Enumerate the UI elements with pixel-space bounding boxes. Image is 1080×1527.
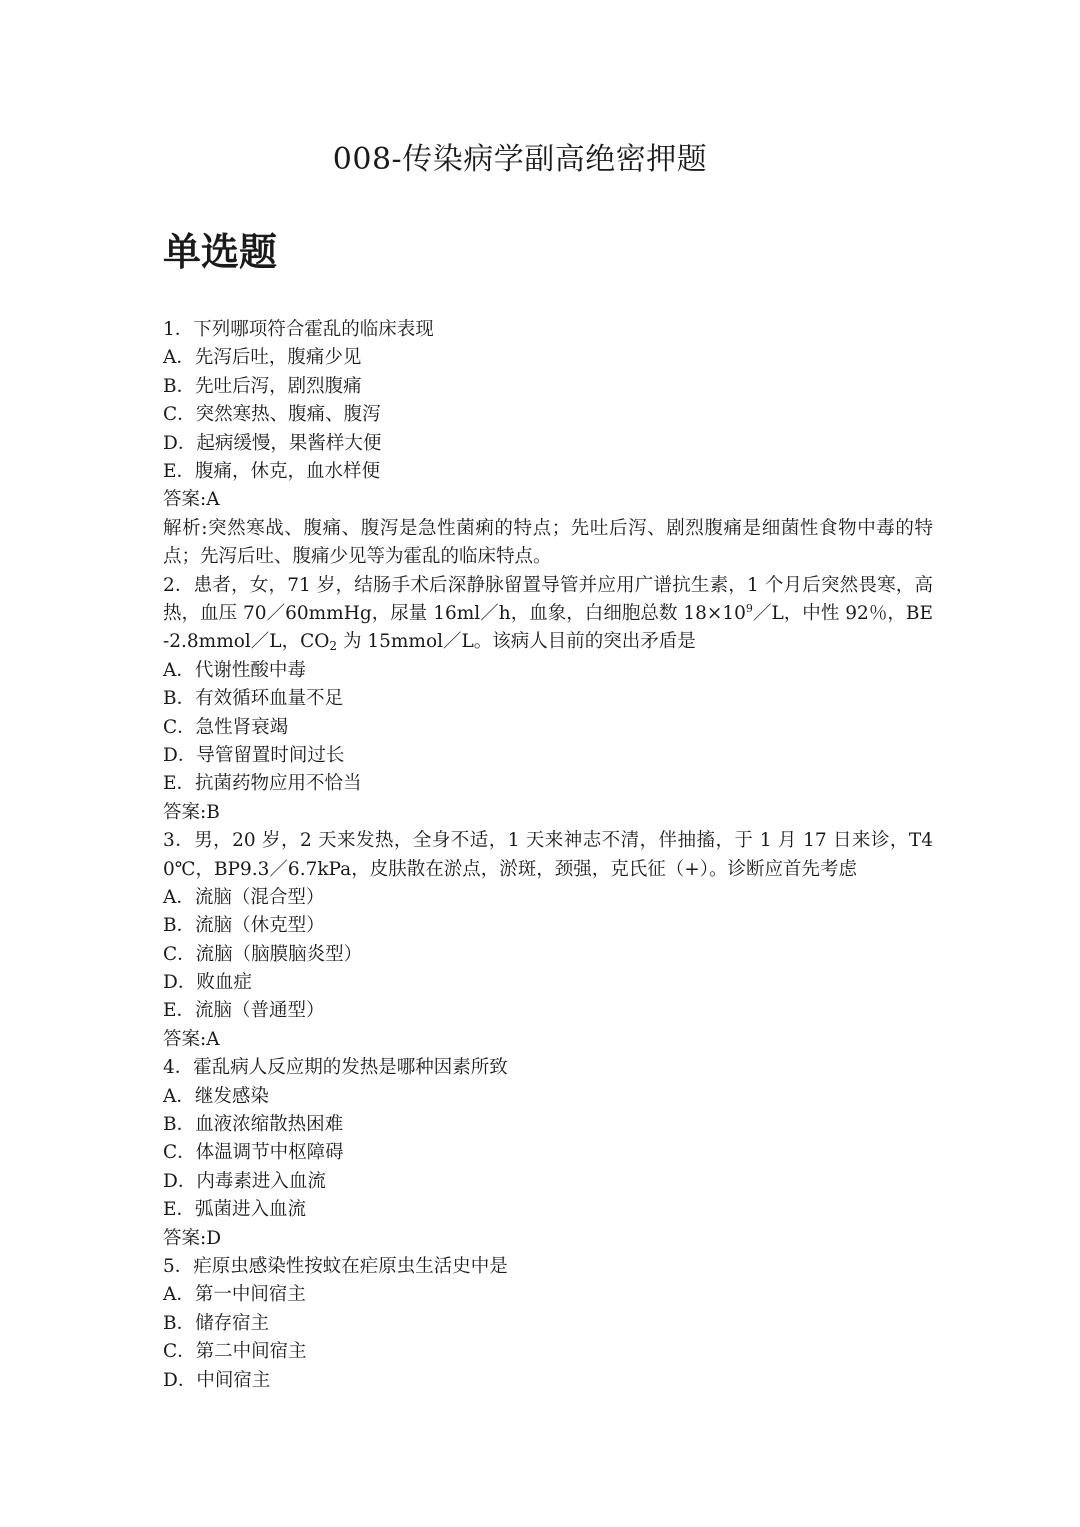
option-b: B．流脑（休克型） xyxy=(163,915,325,937)
superscript: 9 xyxy=(745,601,753,615)
option-b: B．先吐后泻，剧烈腹痛 xyxy=(163,375,362,397)
option-d: D．起病缓慢，果酱样大便 xyxy=(163,432,382,454)
option-c: C．流脑（脑膜脑炎型） xyxy=(163,943,363,965)
stem-text-part-3: 为 15mmol／L。该病人目前的突出矛盾是 xyxy=(337,631,696,653)
option-a: A．继发感染 xyxy=(163,1085,269,1107)
option-c: C．体温调节中枢障碍 xyxy=(163,1142,344,1164)
section-heading: 单选题 xyxy=(163,230,278,274)
option-a: A．第一中间宿主 xyxy=(163,1284,306,1306)
option-a: A．先泻后吐，腹痛少见 xyxy=(163,347,362,369)
option-b: B．有效循环血量不足 xyxy=(163,688,344,710)
question-stem: 4．霍乱病人反应期的发热是哪种因素所致 xyxy=(163,1057,508,1079)
answer: 答案:A xyxy=(163,489,220,511)
document-title: 008-传染病学副高绝密押题 xyxy=(332,142,708,177)
option-e: E．抗菌药物应用不恰当 xyxy=(163,773,362,795)
question-stem: 5．疟原虫感染性按蚊在疟原虫生活史中是 xyxy=(163,1256,508,1277)
answer: 答案:D xyxy=(163,1227,222,1249)
stem-text-part-1: 2．患者，女，71 岁，结肠手术后深静脉留置导管并应用广谱抗生素，1 个月后突然畏寒，高热，血压 70／60mmHg，尿量 16ml／h，血象，白细胞总数 18×10 xyxy=(163,574,933,624)
question-stem xyxy=(163,572,933,657)
question-5 xyxy=(163,1253,933,1395)
option-d: D．内毒素进入血流 xyxy=(163,1170,326,1192)
option-b: B．储存宿主 xyxy=(163,1312,270,1334)
answer: 答案:A xyxy=(163,1028,220,1050)
analysis: 解析:突然寒战、腹痛、腹泻是急性菌痢的特点；先吐后泻、剧烈腹痛是细菌性食物中毒的特点；先泻后吐、腹痛少见等为霍乱的临床特点。 xyxy=(163,517,933,568)
stem-text-part-2: ／L，中性 92％，BE-2.8mmol／L，CO xyxy=(163,602,933,653)
option-e: E．弧菌进入血流 xyxy=(163,1199,307,1221)
option-a: A．代谢性酸中毒 xyxy=(163,659,306,681)
option-b: B．血液浓缩散热困难 xyxy=(163,1114,344,1136)
answer: 答案:B xyxy=(163,801,220,823)
option-c: C．突然寒热、腹痛、腹泻 xyxy=(163,404,381,426)
option-c: C．急性肾衰竭 xyxy=(163,716,289,738)
option-d: D．败血症 xyxy=(163,972,252,994)
option-a: A．流脑（混合型） xyxy=(163,886,325,908)
question-stem: 1．下列哪项符合霍乱的临床表现 xyxy=(163,319,434,340)
option-e: E．流脑（普通型） xyxy=(163,1000,325,1022)
question-stem: 3．男，20 岁，2 天来发热，全身不适，1 天来神志不清，伴抽搐，于 1 月 17 日来诊，T40℃，BP9.3／6.7kPa，皮肤散在淤点，淤斑，颈强，克氏征（+）。诊断应首先考虑 xyxy=(163,830,933,880)
subscript: 2 xyxy=(329,639,338,654)
question-list xyxy=(163,316,933,1395)
option-d: D．中间宿主 xyxy=(163,1369,271,1391)
option-d: D．导管留置时间过长 xyxy=(163,744,345,766)
option-c: C．第二中间宿主 xyxy=(163,1341,307,1363)
question-2 xyxy=(163,572,933,828)
question-1 xyxy=(163,316,933,572)
question-4 xyxy=(163,1054,933,1253)
question-3 xyxy=(163,827,933,1054)
option-e: E．腹痛，休克，血水样便 xyxy=(163,460,381,482)
